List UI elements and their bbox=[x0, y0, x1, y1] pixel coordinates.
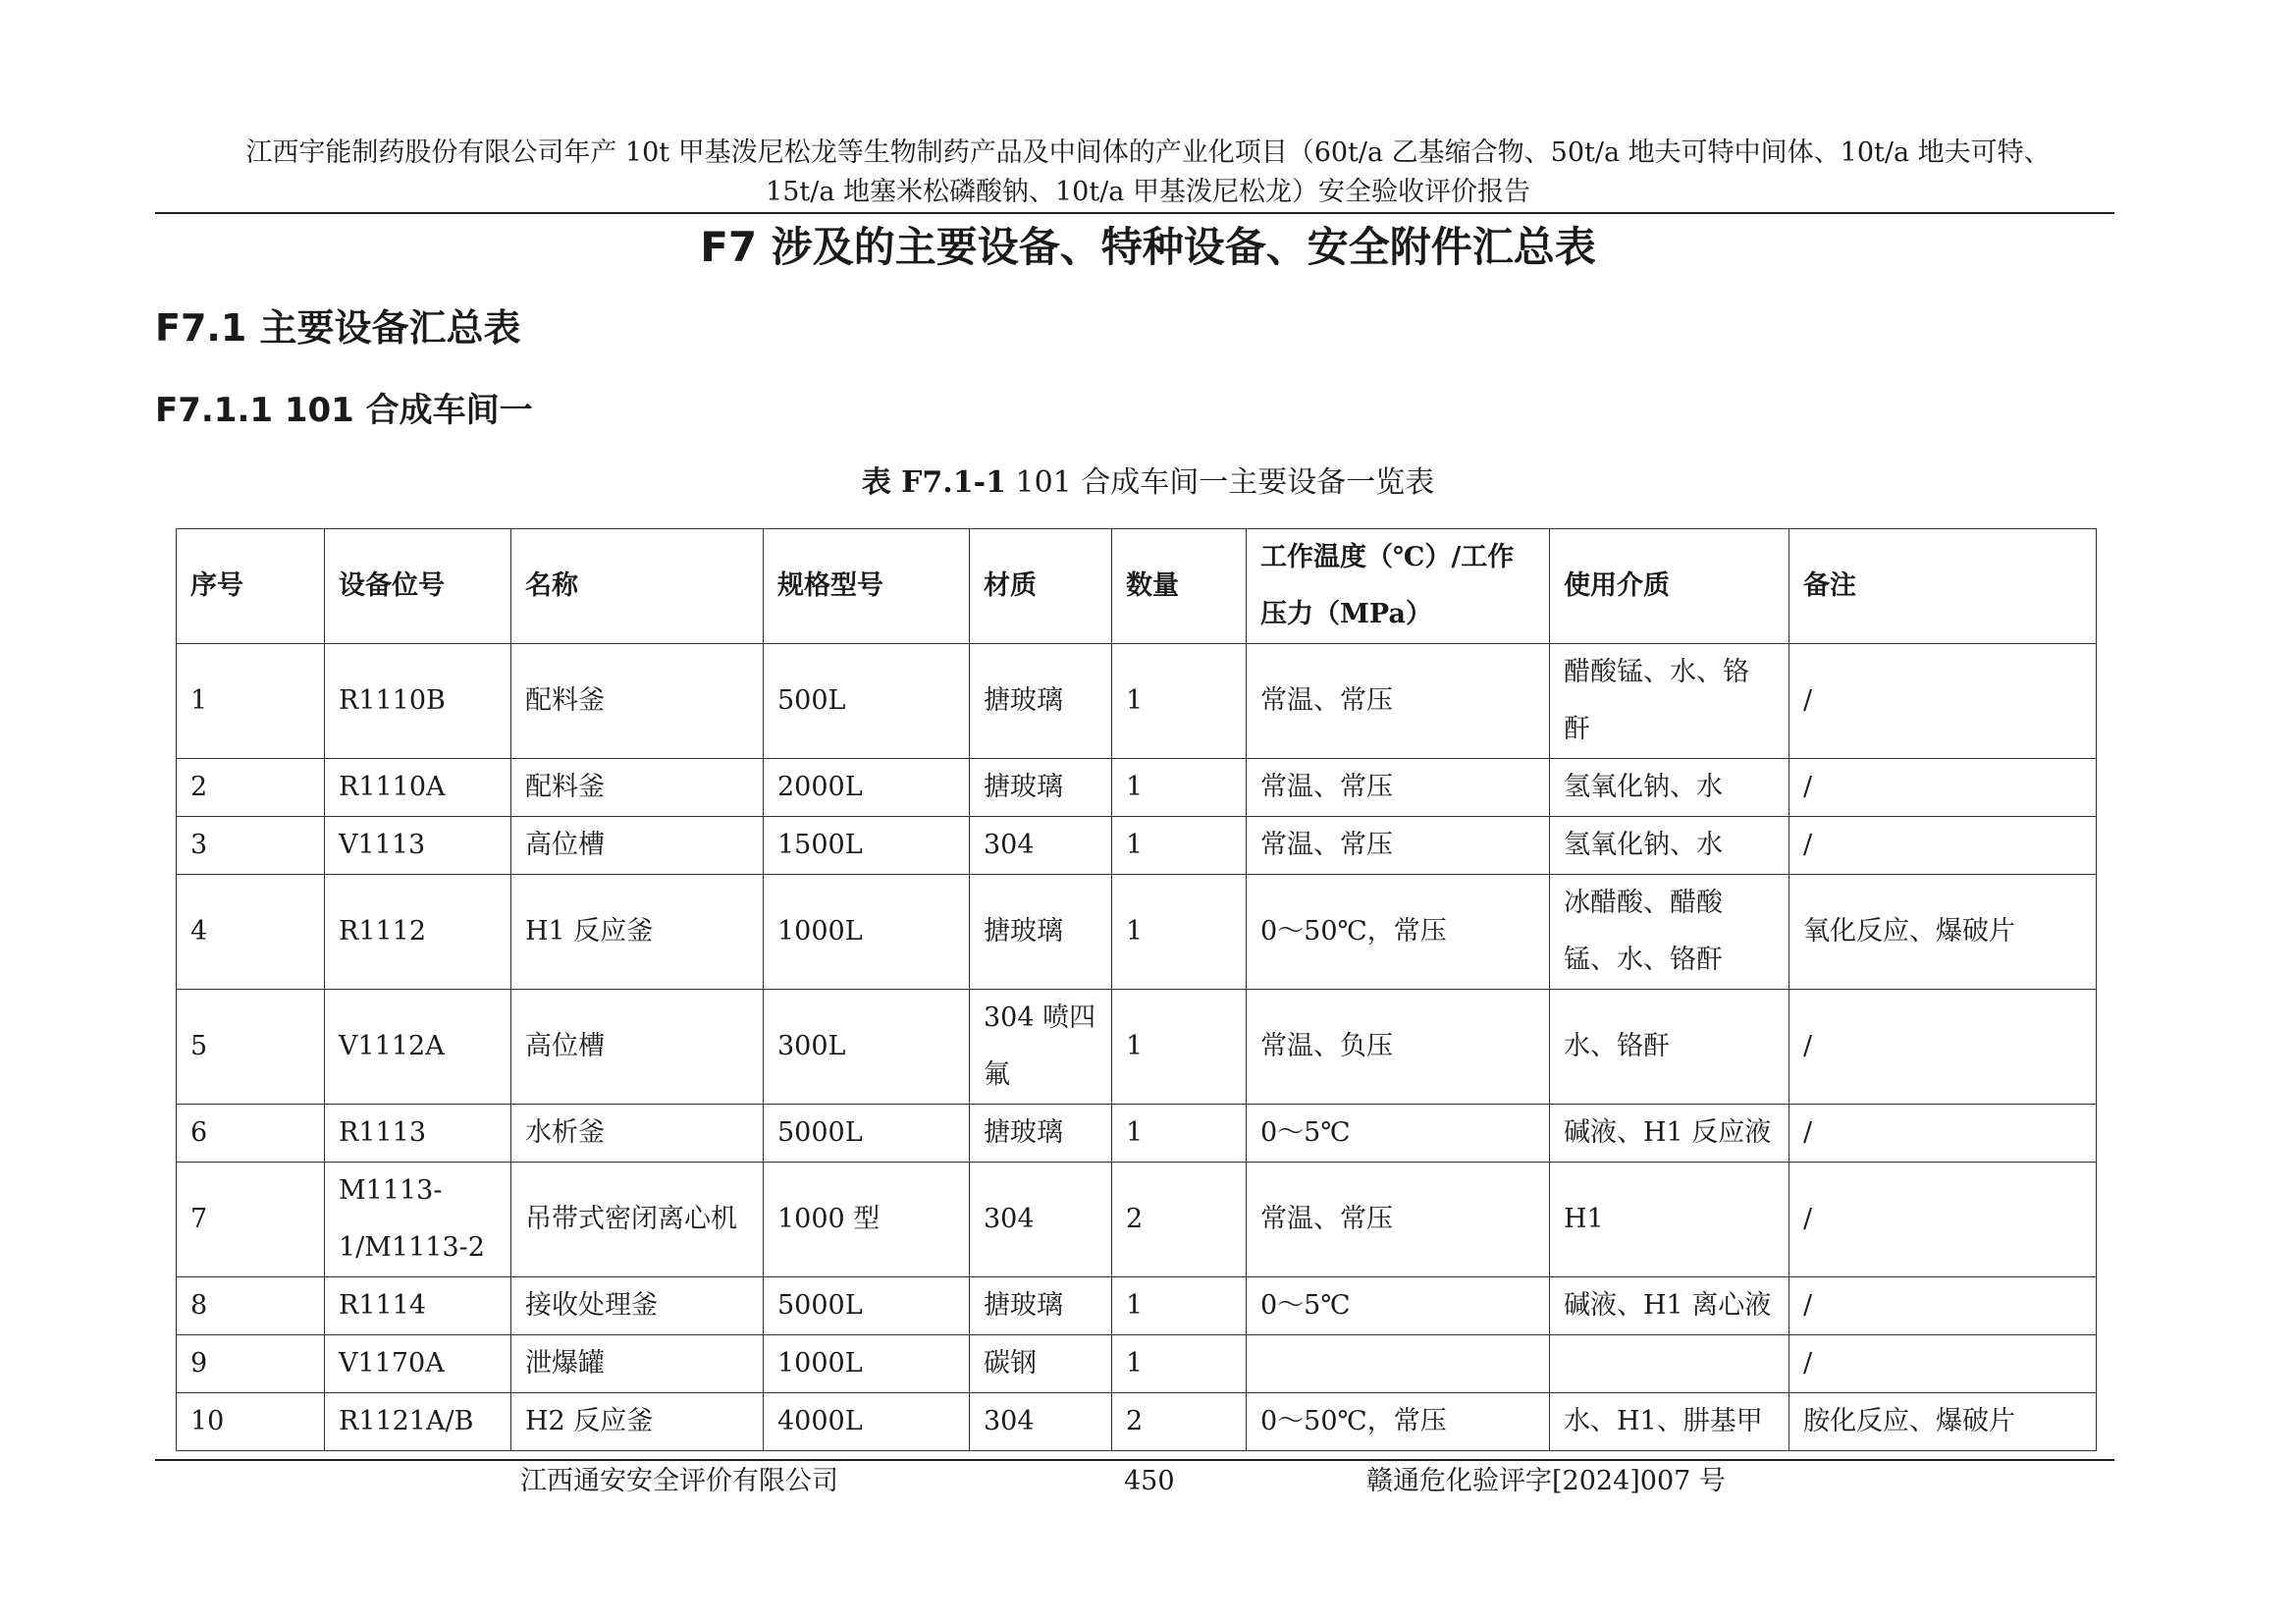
cell-conditions: 0～5℃ bbox=[1247, 1277, 1550, 1335]
cell-material: 搪玻璃 bbox=[970, 644, 1112, 759]
report-header-line-1: 江西宇能制药股份有限公司年产 10t 甲基泼尼松龙等生物制药产品及中间体的产业化项目（60t/a 乙基缩合物、50t/a 地夫可特中间体、10t/a 地夫可特、 bbox=[245, 137, 2051, 168]
cell-material: 搪玻璃 bbox=[970, 1277, 1112, 1335]
footer-doc-code: 赣通危化验评字[2024]007 号 bbox=[1366, 1466, 1726, 1496]
cell-remarks: 氧化反应、爆破片 bbox=[1789, 875, 2097, 990]
cell-remarks: / bbox=[1789, 1277, 2097, 1335]
cell-tag-no: V1170A bbox=[325, 1335, 511, 1393]
cell-remarks: / bbox=[1789, 1335, 2097, 1393]
cell-name: 高位槽 bbox=[511, 817, 764, 875]
table-row bbox=[177, 1105, 2097, 1163]
cell-remarks: 胺化反应、爆破片 bbox=[1789, 1393, 2097, 1451]
cell-spec: 1500L bbox=[764, 817, 970, 875]
cell-name: 高位槽 bbox=[511, 990, 764, 1105]
table-caption-text: 101 合成车间一主要设备一览表 bbox=[1005, 465, 1435, 500]
cell-medium bbox=[1550, 1335, 1789, 1393]
cell-material: 304 bbox=[970, 817, 1112, 875]
cell-spec: 500L bbox=[764, 644, 970, 759]
cell-remarks: / bbox=[1789, 990, 2097, 1105]
cell-name: 泄爆罐 bbox=[511, 1335, 764, 1393]
report-header-line-2: 15t/a 地塞米松磷酸钠、10t/a 甲基泼尼松龙）安全验收评价报告 bbox=[766, 177, 1530, 207]
cell-name: 接收处理釜 bbox=[511, 1277, 764, 1335]
cell-conditions: 0～5℃ bbox=[1247, 1105, 1550, 1163]
header-remarks: 备注 bbox=[1789, 529, 2097, 644]
cell-name: 配料釜 bbox=[511, 759, 764, 817]
table-caption bbox=[0, 461, 2296, 505]
cell-spec: 5000L bbox=[764, 1277, 970, 1335]
cell-conditions: 常温、常压 bbox=[1247, 1163, 1550, 1277]
cell-medium: 氢氧化钠、水 bbox=[1550, 759, 1789, 817]
cell-name: 配料釜 bbox=[511, 644, 764, 759]
cell-tag-no: V1112A bbox=[325, 990, 511, 1105]
cell-index: 6 bbox=[177, 1105, 325, 1163]
subsection-heading: F7.1.1 101 合成车间一 bbox=[155, 391, 533, 430]
table-row bbox=[177, 644, 2097, 759]
cell-medium: H1 bbox=[1550, 1163, 1789, 1277]
cell-material: 304 bbox=[970, 1393, 1112, 1451]
table-row bbox=[177, 1277, 2097, 1335]
cell-index: 8 bbox=[177, 1277, 325, 1335]
cell-medium: 水、铬酐 bbox=[1550, 990, 1789, 1105]
cell-quantity: 1 bbox=[1112, 1335, 1247, 1393]
table-row bbox=[177, 1163, 2097, 1277]
table-row bbox=[177, 1393, 2097, 1451]
cell-tag-no: R1110B bbox=[325, 644, 511, 759]
header-conditions: 工作温度（℃）/工作压力（MPa） bbox=[1247, 529, 1550, 644]
cell-spec: 5000L bbox=[764, 1105, 970, 1163]
cell-spec: 4000L bbox=[764, 1393, 970, 1451]
header-quantity: 数量 bbox=[1112, 529, 1247, 644]
table-row bbox=[177, 990, 2097, 1105]
cell-spec: 2000L bbox=[764, 759, 970, 817]
cell-medium: 碱液、H1 反应液 bbox=[1550, 1105, 1789, 1163]
table-header-row bbox=[177, 529, 2097, 644]
cell-material: 304 喷四氟 bbox=[970, 990, 1112, 1105]
cell-quantity: 1 bbox=[1112, 875, 1247, 990]
header-tag-no: 设备位号 bbox=[325, 529, 511, 644]
cell-name: 吊带式密闭离心机 bbox=[511, 1163, 764, 1277]
cell-conditions: 0～50℃，常压 bbox=[1247, 1393, 1550, 1451]
cell-medium: 醋酸锰、水、铬酐 bbox=[1550, 644, 1789, 759]
cell-name: 水析釜 bbox=[511, 1105, 764, 1163]
cell-medium: 冰醋酸、醋酸锰、水、铬酐 bbox=[1550, 875, 1789, 990]
cell-index: 2 bbox=[177, 759, 325, 817]
cell-tag-no: R1112 bbox=[325, 875, 511, 990]
cell-medium: 碱液、H1 离心液 bbox=[1550, 1277, 1789, 1335]
cell-conditions: 常温、常压 bbox=[1247, 644, 1550, 759]
footer-rule bbox=[155, 1459, 2114, 1461]
table-row bbox=[177, 759, 2097, 817]
cell-quantity: 1 bbox=[1112, 1277, 1247, 1335]
cell-conditions: 常温、负压 bbox=[1247, 990, 1550, 1105]
cell-material: 碳钢 bbox=[970, 1335, 1112, 1393]
cell-spec: 1000L bbox=[764, 875, 970, 990]
cell-quantity: 2 bbox=[1112, 1393, 1247, 1451]
cell-medium: 水、H1、肼基甲 bbox=[1550, 1393, 1789, 1451]
cell-material: 304 bbox=[970, 1163, 1112, 1277]
cell-conditions bbox=[1247, 1335, 1550, 1393]
header-spec: 规格型号 bbox=[764, 529, 970, 644]
cell-material: 搪玻璃 bbox=[970, 759, 1112, 817]
table-row bbox=[177, 875, 2097, 990]
cell-quantity: 2 bbox=[1112, 1163, 1247, 1277]
cell-material: 搪玻璃 bbox=[970, 1105, 1112, 1163]
cell-tag-no: R1114 bbox=[325, 1277, 511, 1335]
cell-index: 4 bbox=[177, 875, 325, 990]
cell-tag-no: R1113 bbox=[325, 1105, 511, 1163]
cell-name: H1 反应釜 bbox=[511, 875, 764, 990]
cell-remarks: / bbox=[1789, 644, 2097, 759]
cell-quantity: 1 bbox=[1112, 1105, 1247, 1163]
cell-tag-no: M1113-1/M1113-2 bbox=[325, 1163, 511, 1277]
cell-index: 9 bbox=[177, 1335, 325, 1393]
cell-conditions: 常温、常压 bbox=[1247, 817, 1550, 875]
cell-index: 7 bbox=[177, 1163, 325, 1277]
cell-tag-no: R1121A/B bbox=[325, 1393, 511, 1451]
cell-quantity: 1 bbox=[1112, 817, 1247, 875]
cell-index: 3 bbox=[177, 817, 325, 875]
cell-tag-no: V1113 bbox=[325, 817, 511, 875]
cell-material: 搪玻璃 bbox=[970, 875, 1112, 990]
footer-page-number: 450 bbox=[1124, 1466, 1175, 1496]
cell-remarks: / bbox=[1789, 1105, 2097, 1163]
cell-index: 5 bbox=[177, 990, 325, 1105]
cell-remarks: / bbox=[1789, 817, 2097, 875]
cell-quantity: 1 bbox=[1112, 644, 1247, 759]
header-index: 序号 bbox=[177, 529, 325, 644]
cell-conditions: 常温、常压 bbox=[1247, 759, 1550, 817]
header-medium: 使用介质 bbox=[1550, 529, 1789, 644]
cell-tag-no: R1110A bbox=[325, 759, 511, 817]
cell-index: 10 bbox=[177, 1393, 325, 1451]
header-material: 材质 bbox=[970, 529, 1112, 644]
cell-conditions: 0～50℃，常压 bbox=[1247, 875, 1550, 990]
header-name: 名称 bbox=[511, 529, 764, 644]
table-caption-label: 表 F7.1-1 bbox=[861, 465, 1006, 500]
cell-quantity: 1 bbox=[1112, 759, 1247, 817]
cell-spec: 300L bbox=[764, 990, 970, 1105]
cell-spec: 1000 型 bbox=[764, 1163, 970, 1277]
cell-quantity: 1 bbox=[1112, 990, 1247, 1105]
equipment-table bbox=[176, 528, 2097, 1451]
header-rule bbox=[155, 212, 2114, 214]
footer-company: 江西通安安全评价有限公司 bbox=[520, 1466, 838, 1496]
cell-index: 1 bbox=[177, 644, 325, 759]
cell-remarks: / bbox=[1789, 759, 2097, 817]
cell-spec: 1000L bbox=[764, 1335, 970, 1393]
page-title: F7 涉及的主要设备、特种设备、安全附件汇总表 bbox=[700, 223, 1596, 271]
cell-remarks: / bbox=[1789, 1163, 2097, 1277]
section-heading: F7.1 主要设备汇总表 bbox=[155, 306, 521, 350]
table-row bbox=[177, 1335, 2097, 1393]
cell-medium: 氢氧化钠、水 bbox=[1550, 817, 1789, 875]
cell-name: H2 反应釜 bbox=[511, 1393, 764, 1451]
table-row bbox=[177, 817, 2097, 875]
